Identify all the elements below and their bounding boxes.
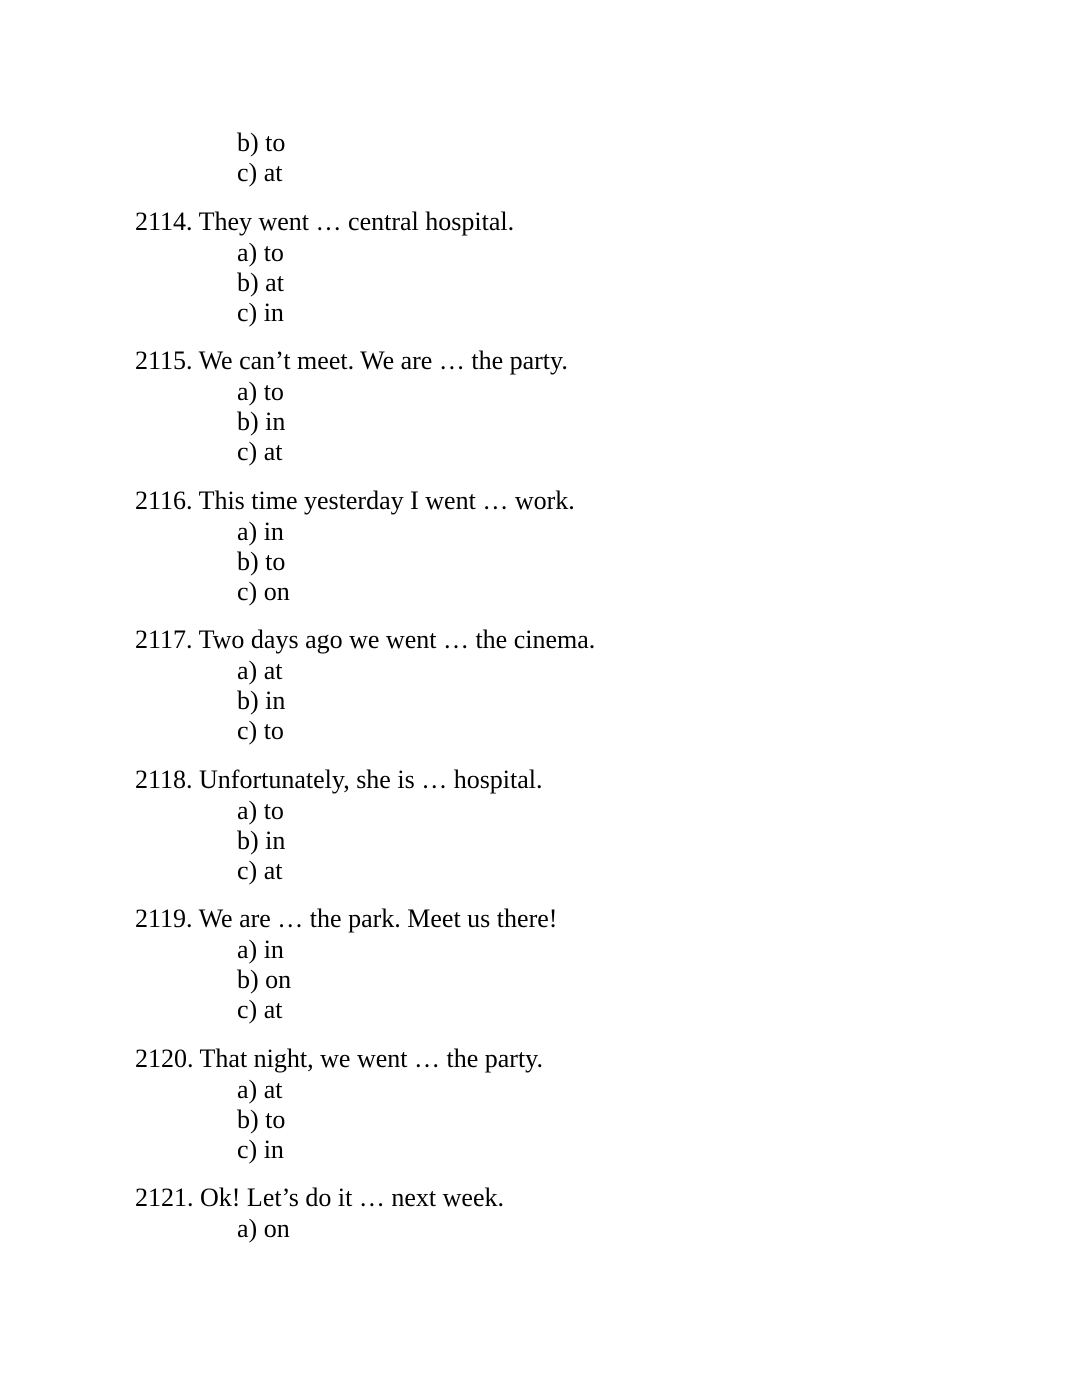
question-2119: 2119. We are … the park. Meet us there!	[135, 904, 558, 933]
option-b: b) to	[237, 1105, 286, 1134]
option-b: b) in	[237, 686, 286, 715]
option-b: b) on	[237, 965, 292, 994]
option-a: a) in	[237, 517, 284, 546]
option-a: a) on	[237, 1214, 290, 1243]
option-c: c) at	[237, 995, 283, 1024]
option-a: a) to	[237, 238, 284, 267]
option-a: a) to	[237, 796, 284, 825]
option-b: b) to	[237, 128, 286, 157]
option-c: c) at	[237, 437, 283, 466]
option-b: b) to	[237, 547, 286, 576]
option-b: b) in	[237, 407, 286, 436]
question-2116: 2116. This time yesterday I went … work.	[135, 486, 575, 515]
question-2120: 2120. That night, we went … the party.	[135, 1044, 543, 1073]
option-c: c) in	[237, 298, 284, 327]
option-c: c) in	[237, 1135, 284, 1164]
option-b: b) at	[237, 268, 284, 297]
option-a: a) in	[237, 935, 284, 964]
question-2117: 2117. Two days ago we went … the cinema.	[135, 625, 596, 654]
option-a: a) to	[237, 377, 284, 406]
option-a: a) at	[237, 1075, 283, 1104]
option-c: c) at	[237, 158, 283, 187]
question-2115: 2115. We can’t meet. We are … the party.	[135, 346, 568, 375]
option-b: b) in	[237, 826, 286, 855]
option-c: c) at	[237, 856, 283, 885]
option-c: c) on	[237, 577, 290, 606]
option-c: c) to	[237, 716, 284, 745]
question-2114: 2114. They went … central hospital.	[135, 207, 515, 236]
question-2121: 2121. Ok! Let’s do it … next week.	[135, 1183, 504, 1212]
question-2118: 2118. Unfortunately, she is … hospital.	[135, 765, 543, 794]
option-a: a) at	[237, 656, 283, 685]
